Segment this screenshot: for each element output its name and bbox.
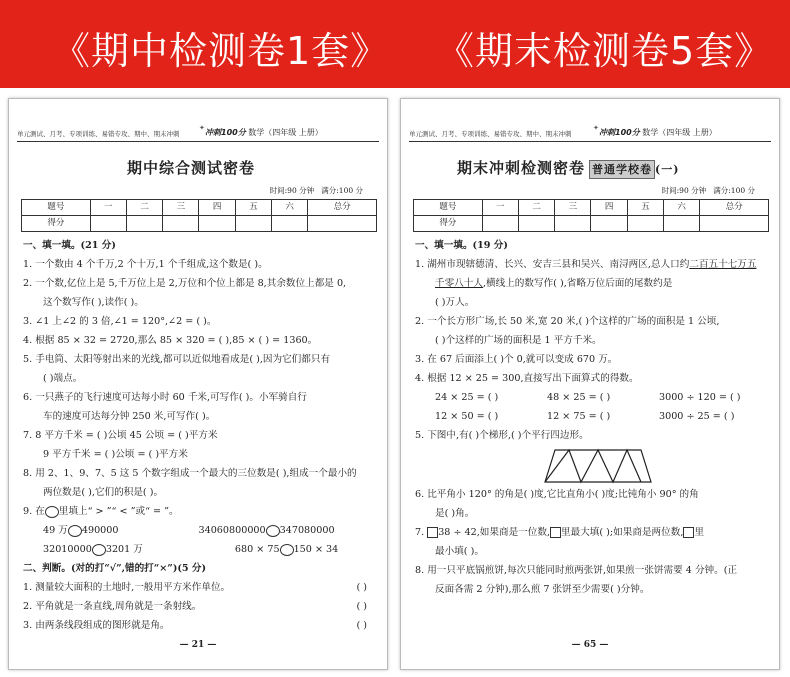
question-cont: 反面各需 2 分钟),那么煎 7 张饼至少需要( )分钟。: [435, 584, 650, 595]
score-head-cell: 总分: [308, 200, 377, 216]
question: 2. 一个数,亿位上是 5,千万位上是 2,万位和个位上都是 8,其余数位上都是 0,: [23, 278, 347, 289]
section-heading: 一、填一填。(21 分): [23, 240, 116, 251]
midterm-exam-page: [8, 98, 388, 670]
exam-meta: [662, 185, 755, 197]
time-label: 时间:90 分钟: [661, 186, 707, 195]
exam-body: [415, 239, 767, 602]
question: 1. 湖州市现辖德清、长兴、安吉三县和吴兴、南浔两区,总人口约二百五十七万五: [415, 259, 757, 270]
blank-box: [683, 527, 694, 538]
full-score-label: 满分:100 分: [713, 186, 755, 195]
series-header: 单元测试、月考、专项训练、易错专攻、期中、期末冲刺: [409, 130, 572, 138]
question: 5. 下图中,有( )个梯形,( )个平行四边形。: [415, 430, 589, 441]
compare-circle: [266, 525, 280, 537]
score-row-label: 得分: [22, 216, 91, 232]
compare-circle: [68, 525, 82, 537]
score-head-cell: 三: [163, 200, 199, 216]
compare-circle: [45, 506, 59, 518]
score-head-cell: 六: [272, 200, 308, 216]
brand-logo: 冲刺100分: [599, 128, 640, 137]
question: 6. 比平角小 120° 的角是( )度,它比直角小( )度;比钝角小 90° 的角: [415, 489, 699, 500]
subject-label: 数学（四年级 上册）: [642, 128, 717, 137]
question-cont: 车的速度可达每分钟 250 米,可写作( )。: [43, 411, 216, 422]
calc-row: 24 × 25 = ( ) 48 × 25 = ( ) 3000 ÷ 120 = ( ): [435, 392, 741, 403]
question-cont: ( )万人。: [435, 297, 475, 308]
question-cont: 最小填( )。: [435, 546, 484, 557]
score-value-row: [22, 216, 377, 232]
compare-row: 49 万 490000 34060800000 347080000: [43, 525, 335, 536]
subject-label: 数学（四年级 上册）: [248, 128, 323, 137]
question: 3. ∠1 上∠2 的 3 倍,∠1 = 120°,∠2 = ( )。: [23, 316, 217, 327]
score-head-cell: 一: [482, 200, 518, 216]
exam-meta: [270, 185, 363, 197]
score-head-cell: 六: [664, 200, 700, 216]
trapezoid-figure: [415, 448, 767, 488]
question-cont: 这个数写作( ),读作( )。: [43, 297, 144, 308]
section-heading: 一、填一填。(19 分): [415, 240, 508, 251]
exam-title: 期中综合测试密卷: [127, 159, 256, 177]
compare-circle: [92, 544, 106, 556]
sparkle-icon: ✦: [593, 124, 599, 132]
section-heading: 二、判断。(对的打“√”,错的打“×”)(5 分): [23, 563, 207, 574]
score-head-cell: 三: [555, 200, 591, 216]
question: 7. 8 平方千米 = ( )公顷 45 公顷 = ( )平方米: [23, 430, 218, 441]
time-label: 时间:90 分钟: [269, 186, 315, 195]
score-table: [413, 199, 769, 232]
question: 4. 根据 85 × 32 = 2720,那么 85 × 320 = ( ),85 × ( ) = 1360。: [23, 335, 318, 346]
score-table: [21, 199, 377, 232]
promo-banner: [0, 0, 790, 88]
header-divider: [17, 141, 379, 142]
score-head-cell: 四: [591, 200, 627, 216]
score-value-row: [414, 216, 769, 232]
trapezoid-figure-icon: [543, 448, 653, 484]
brand-line: [205, 127, 323, 139]
blank-box: [427, 527, 438, 538]
calc-row: 12 × 50 = ( ) 12 × 75 = ( ) 3000 ÷ 25 = ( ): [435, 411, 735, 422]
score-head-cell: 题号: [22, 200, 91, 216]
score-head-cell: 四: [199, 200, 235, 216]
score-head-cell: 二: [126, 200, 162, 216]
final-exam-page: [400, 98, 780, 670]
question-cont: 两位数是( ),它们的积是( )。: [43, 487, 164, 498]
question: 8. 用 2、1、9、7、5 这 5 个数字组成一个最大的三位数是( ),组成一个最小的: [23, 468, 357, 479]
banner-final-title: 《期末检测卷5套》: [436, 29, 774, 73]
question: 7. 38 ÷ 42,如果商是一位数, 里最大填( );如果商是两位数, 里: [415, 527, 704, 538]
page-number: — 65 —: [571, 640, 609, 651]
sparkle-icon: ✦: [199, 124, 205, 132]
compare-circle: [280, 544, 294, 556]
question: 3. 在 67 后面添上( )个 0,就可以变成 670 万。: [415, 354, 618, 365]
judge-item: 3. 由两条线段组成的图形就是角。 ( ): [23, 620, 367, 631]
full-score-label: 满分:100 分: [321, 186, 363, 195]
judge-item: 1. 测量较大面积的土地时,一般用平方米作单位。 ( ): [23, 582, 367, 593]
score-head-cell: 一: [90, 200, 126, 216]
question: 1. 一个数由 4 个千万,2 个十万,1 个千组成,这个数是( )。: [23, 259, 268, 270]
series-header: 单元测试、月考、专项训练、易错专攻、期中、期末冲刺: [17, 130, 180, 138]
blank-box: [550, 527, 561, 538]
question: 8. 用一只平底锅煎饼,每次只能同时煎两张饼,如果煎一张饼需要 4 分钟。(正: [415, 565, 738, 576]
score-row-label: 得分: [414, 216, 483, 232]
score-head-cell: 二: [518, 200, 554, 216]
question: 4. 根据 12 × 25 = 300,直接写出下面算式的得数。: [415, 373, 639, 384]
brand-logo: 冲刺100分: [205, 128, 246, 137]
score-head-row: [414, 200, 769, 216]
score-head-cell: 题号: [414, 200, 483, 216]
question-cont: 是( )角。: [435, 508, 475, 519]
header-divider: [409, 141, 771, 142]
exam-body: [23, 239, 375, 638]
question-cont: 千零八十人,横线上的数写作( ),省略万位后面的尾数约是: [435, 278, 673, 289]
compare-row: 32010000 3201 万 680 × 75 150 × 34: [43, 544, 339, 555]
question-cont: ( )端点。: [43, 373, 83, 384]
question-cont: ( )个这样的广场的面积是 1 平方千米。: [435, 335, 602, 346]
score-head-cell: 五: [235, 200, 271, 216]
score-head-cell: 总分: [700, 200, 769, 216]
exam-title: 期末冲刺检测密卷 普通学校卷 (一): [457, 157, 679, 180]
page-number: — 21 —: [179, 640, 217, 651]
question: 9. 在 里填上“ > ”“ < ”或“ = ”。: [23, 506, 179, 517]
banner-midterm-title: 《期中检测卷1套》: [52, 29, 390, 73]
school-badge: 普通学校卷: [589, 160, 655, 179]
score-head-row: [22, 200, 377, 216]
brand-line: [599, 127, 717, 139]
judge-item: 2. 平角就是一条直线,周角就是一条射线。 ( ): [23, 601, 367, 612]
question: 2. 一个长方形广场,长 50 米,宽 20 米,( )个这样的广场的面积是 1 公顷,: [415, 316, 720, 327]
score-head-cell: 五: [627, 200, 663, 216]
question-cont: 9 平方千米 = ( )公顷 = ( )平方米: [43, 449, 188, 460]
question: 6. 一只燕子的飞行速度可达每小时 60 千米,可写作( )。小军骑自行: [23, 392, 307, 403]
question: 5. 手电筒、太阳等射出来的光线,都可以近似地看成是( ),因为它们都只有: [23, 354, 331, 365]
